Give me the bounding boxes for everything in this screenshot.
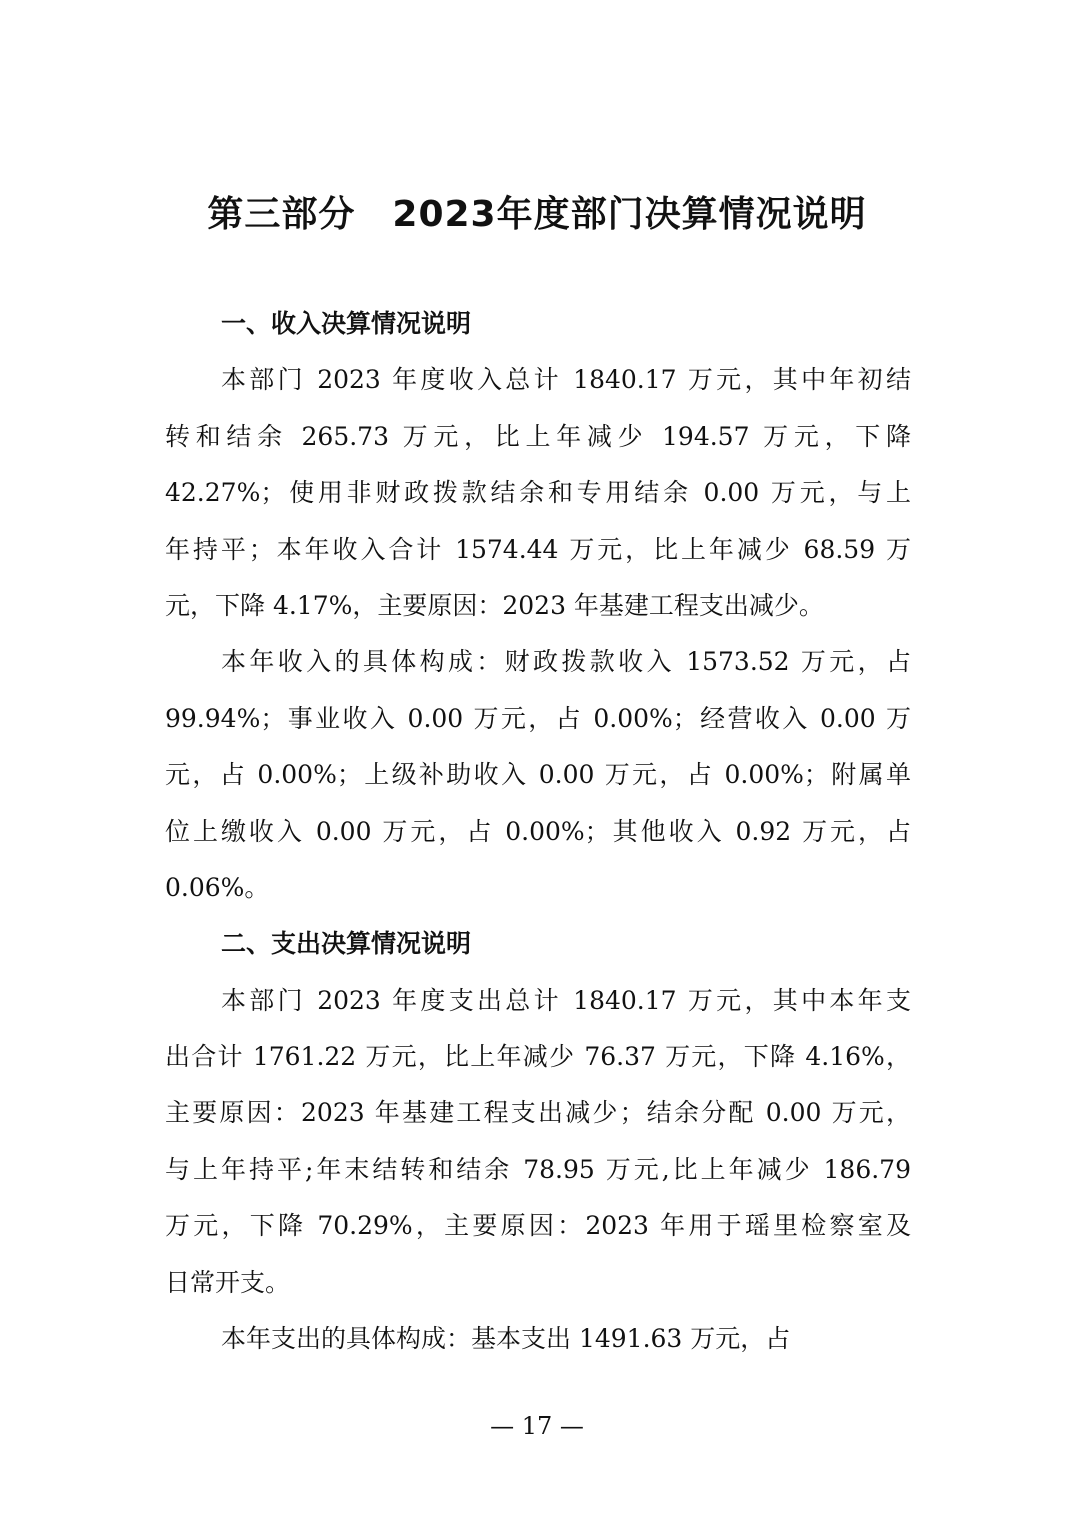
section-heading: 二、支出决算情况说明	[221, 929, 472, 959]
text-line: 0.06%。	[165, 872, 270, 902]
paragraph	[165, 352, 911, 634]
text-line: 出合计 1761.22 万元，比上年减少 76.37 万元，下降 4.16%，	[165, 1042, 911, 1072]
text-line: 99.94%；事业收入 0.00 万元，占 0.00%；经营收入 0.00 万	[165, 703, 911, 733]
text-line: 主要原因：2023 年基建工程支出减少；结余分配 0.00 万元，	[165, 1098, 911, 1128]
paragraph	[165, 1311, 911, 1367]
text-line: 本年收入的具体构成：财政拨款收入 1573.52 万元，占	[221, 647, 911, 677]
text-line: 转和结余 265.73 万元，比上年减少 194.57 万元，下降	[165, 421, 911, 451]
text-line: 本部门 2023 年度支出总计 1840.17 万元，其中本年支	[221, 985, 911, 1015]
text-line: 本部门 2023 年度收入总计 1840.17 万元，其中年初结	[221, 365, 911, 395]
text-line: 42.27%；使用非财政拨款结余和专用结余 0.00 万元，与上	[165, 478, 911, 508]
document-body	[165, 296, 911, 1367]
page-number: — 17 —	[490, 1412, 584, 1440]
text-line: 与上年持平;年末结转和结余 78.95 万元,比上年减少 186.79	[165, 1154, 911, 1184]
paragraph	[165, 973, 911, 1311]
text-line: 本年支出的具体构成：基本支出 1491.63 万元，占	[221, 1324, 791, 1354]
section-heading: 一、收入决算情况说明	[221, 309, 472, 338]
text-line: 元，占 0.00%；上级补助收入 0.00 万元，占 0.00%；附属单	[165, 760, 911, 790]
text-line: 元，下降 4.17%，主要原因：2023 年基建工程支出减少。	[165, 590, 824, 620]
paragraph	[165, 634, 911, 916]
text-line: 位上缴收入 0.00 万元，占 0.00%；其他收入 0.92 万元，占	[165, 816, 911, 846]
text-line: 万元，下降 70.29%，主要原因：2023 年用于瑶里检察室及	[165, 1211, 911, 1241]
text-line: 日常开支。	[165, 1267, 291, 1297]
text-line: 年持平；本年收入合计 1574.44 万元，比上年减少 68.59 万	[165, 534, 911, 564]
page-title: 第三部分 2023年度部门决算情况说明	[207, 194, 867, 235]
